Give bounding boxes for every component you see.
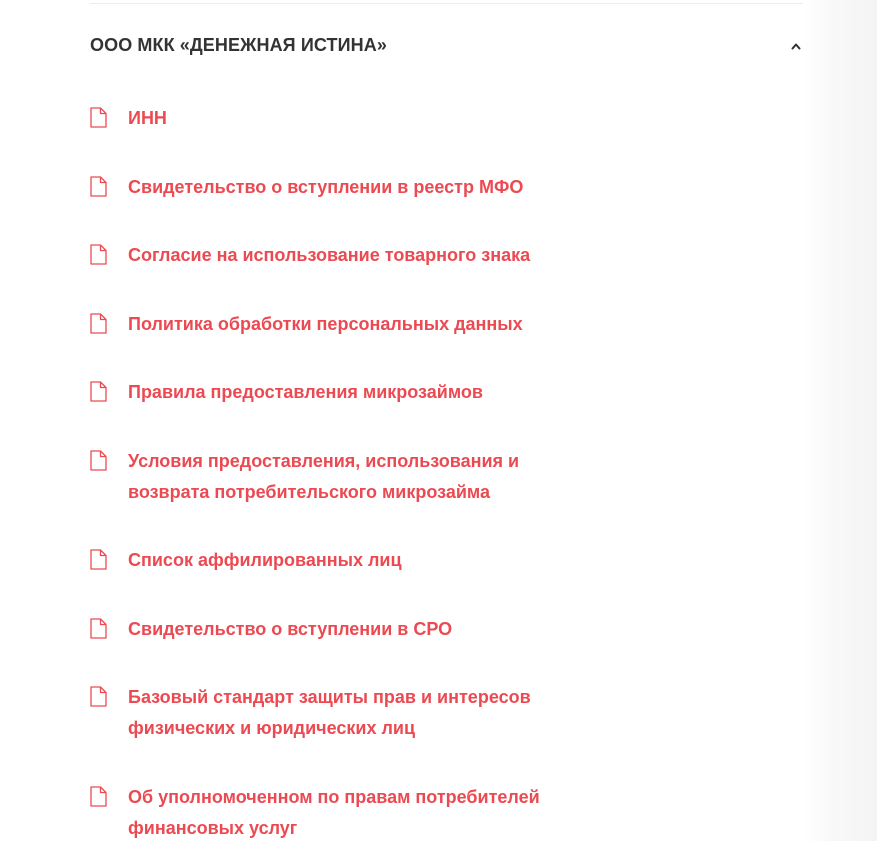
document-link[interactable]: ИНН [128, 108, 167, 128]
document-icon [90, 549, 107, 570]
document-link[interactable]: Политика обработки персональных данных [128, 314, 523, 334]
document-icon [90, 244, 107, 265]
document-icon [90, 176, 107, 197]
document-icon [90, 686, 107, 707]
document-icon [90, 381, 107, 402]
document-icon [90, 450, 107, 471]
document-link[interactable]: Об уполномоченном по правам потребителей финансовых услуг [128, 787, 540, 838]
document-link[interactable]: Список аффилированных лиц [128, 550, 402, 570]
divider [90, 3, 803, 4]
document-link[interactable]: Базовый стандарт защиты прав и интересов физических и юридических лиц [128, 687, 531, 738]
document-link[interactable]: Согласие на использование товарного знака [128, 245, 531, 265]
document-link[interactable]: Свидетельство о вступлении в СРО [128, 619, 453, 639]
side-panel-shadow [803, 0, 877, 841]
accordion-header[interactable] [90, 33, 803, 59]
document-icon [90, 107, 107, 128]
document-icon [90, 618, 107, 639]
document-link[interactable]: Условия предоставления, использования и возврата потребительского микрозайма [128, 451, 520, 502]
accordion-title: ООО МКК «ДЕНЕЖНАЯ ИСТИНА» [90, 35, 387, 55]
document-icon [90, 313, 107, 334]
document-icon [90, 786, 107, 807]
chevron-up-icon[interactable] [791, 42, 801, 50]
document-link[interactable]: Свидетельство о вступлении в реестр МФО [128, 177, 524, 197]
document-link[interactable]: Правила предоставления микрозаймов [128, 382, 483, 402]
